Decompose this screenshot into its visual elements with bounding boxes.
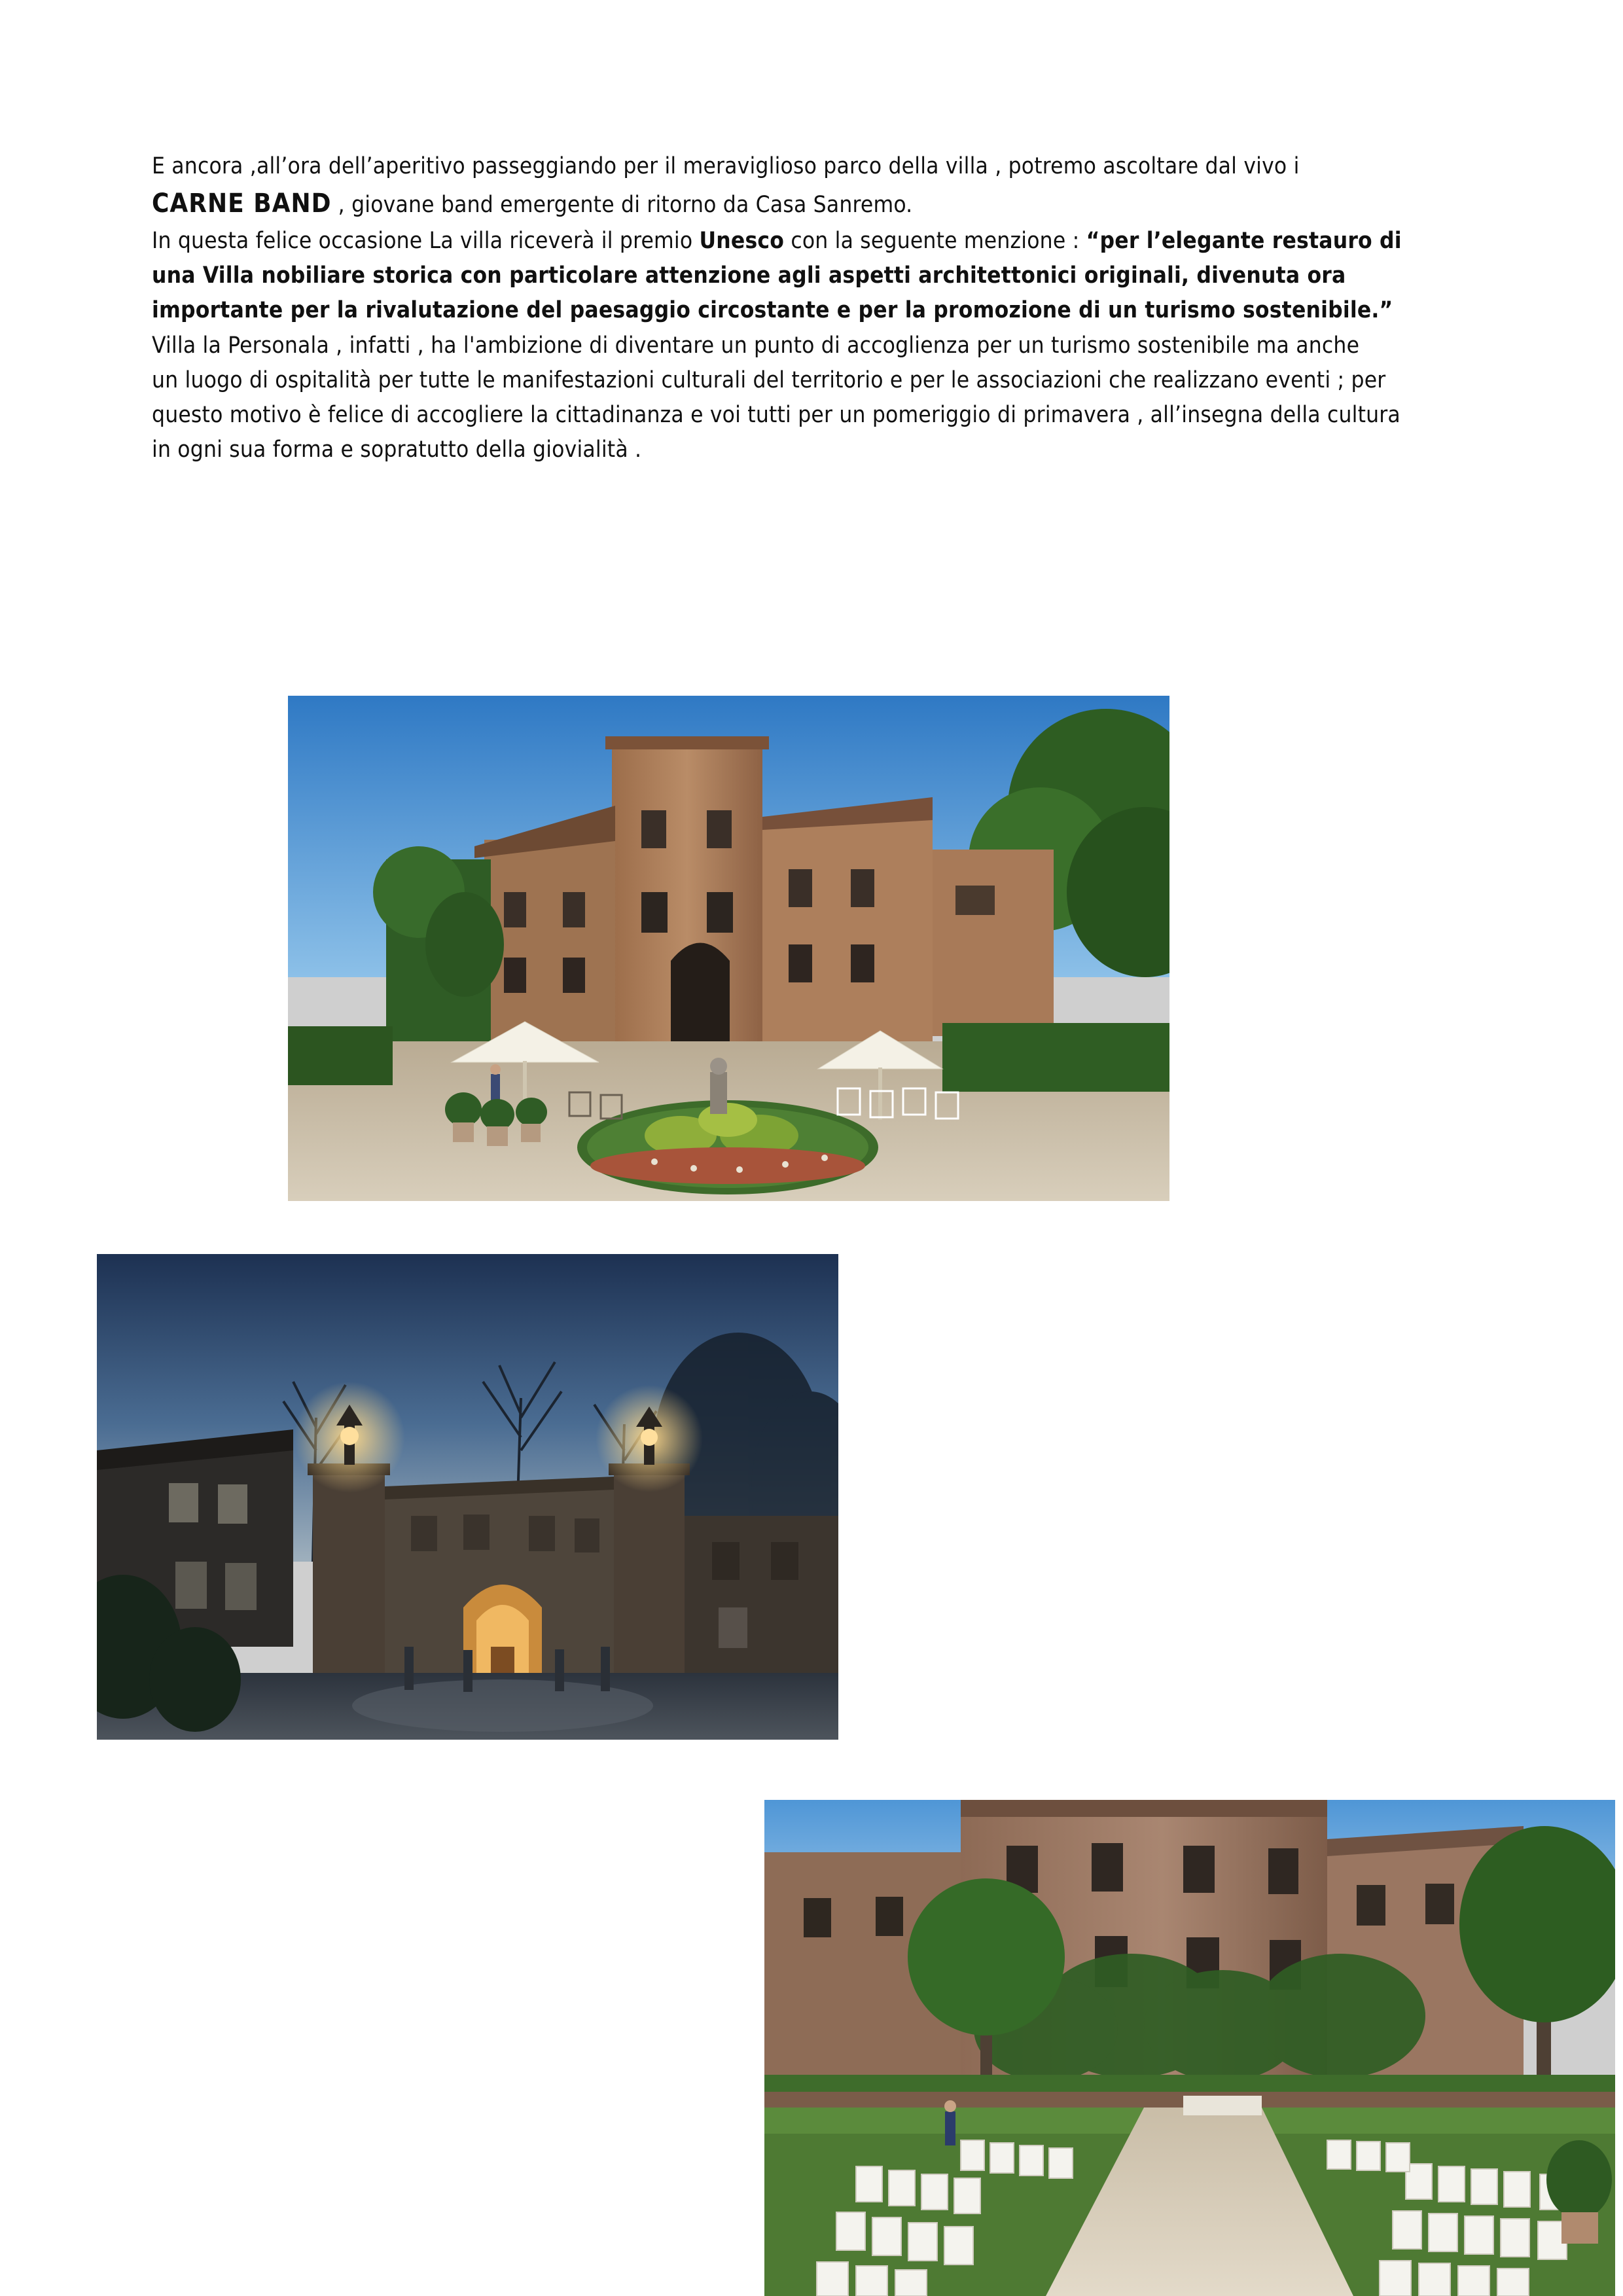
- paragraph-4-line-4: in ogni sua forma e sopratutto della giovialità .: [152, 437, 642, 463]
- paragraph-2-rest: , giovane band emergente di ritorno da Casa Sanremo.: [331, 192, 913, 219]
- paragraph-4-line-2: un luogo di ospitalità per tutte le manifestazioni culturali del territorio e per le associazioni che realizzano eventi ; per: [152, 367, 1386, 393]
- villa-entrance-dusk-image: [97, 1254, 838, 1740]
- band-name: CARNE BAND: [152, 188, 332, 219]
- paragraph-3-mid: con la seguente menzione :: [784, 227, 1086, 254]
- unesco-quote-line-3: importante per la rivalutazione del paesaggio circostante e per la promozione di un turismo sostenibile.”: [152, 297, 1393, 324]
- garden-ceremony-chairs-photo: [764, 1800, 1615, 2296]
- paragraph-4-line-1: Villa la Personala , infatti , ha l'ambizione di diventare un punto di accoglienza per un turismo sostenibile ma anche: [152, 332, 1360, 359]
- paragraph-4: [152, 329, 1480, 468]
- paragraph-3-lead: In questa felice occasione La villa riceverà il premio: [152, 227, 700, 254]
- body-text-block: [152, 149, 1480, 469]
- paragraph-4-line-3: questo motivo è felice di accogliere la cittadinanza e voi tutti per un pomeriggio di primavera , all’insegna della cultura: [152, 401, 1400, 428]
- paragraph-3: [152, 224, 1480, 329]
- unesco-quote-line-2: una Villa nobiliare storica con particolare attenzione agli aspetti architettonici originali, divenuta ora: [152, 262, 1346, 289]
- unesco-quote-line-1: “per l’elegante restauro di: [1086, 227, 1402, 254]
- paragraph-1: [152, 149, 1480, 184]
- villa-courtyard-daylight-photo: [288, 696, 1169, 1201]
- paragraph-1-line-1: E ancora ,all’ora dell’aperitivo passeggiando per il meraviglioso parco della villa , potremo ascoltare dal vivo i: [152, 153, 1300, 179]
- paragraph-2: [152, 184, 1480, 224]
- unesco-keyword: Unesco: [699, 227, 785, 254]
- villa-entrance-dusk-photo: [97, 1254, 838, 1740]
- villa-courtyard-daylight-image: [288, 696, 1169, 1201]
- garden-ceremony-chairs-image: [764, 1800, 1615, 2296]
